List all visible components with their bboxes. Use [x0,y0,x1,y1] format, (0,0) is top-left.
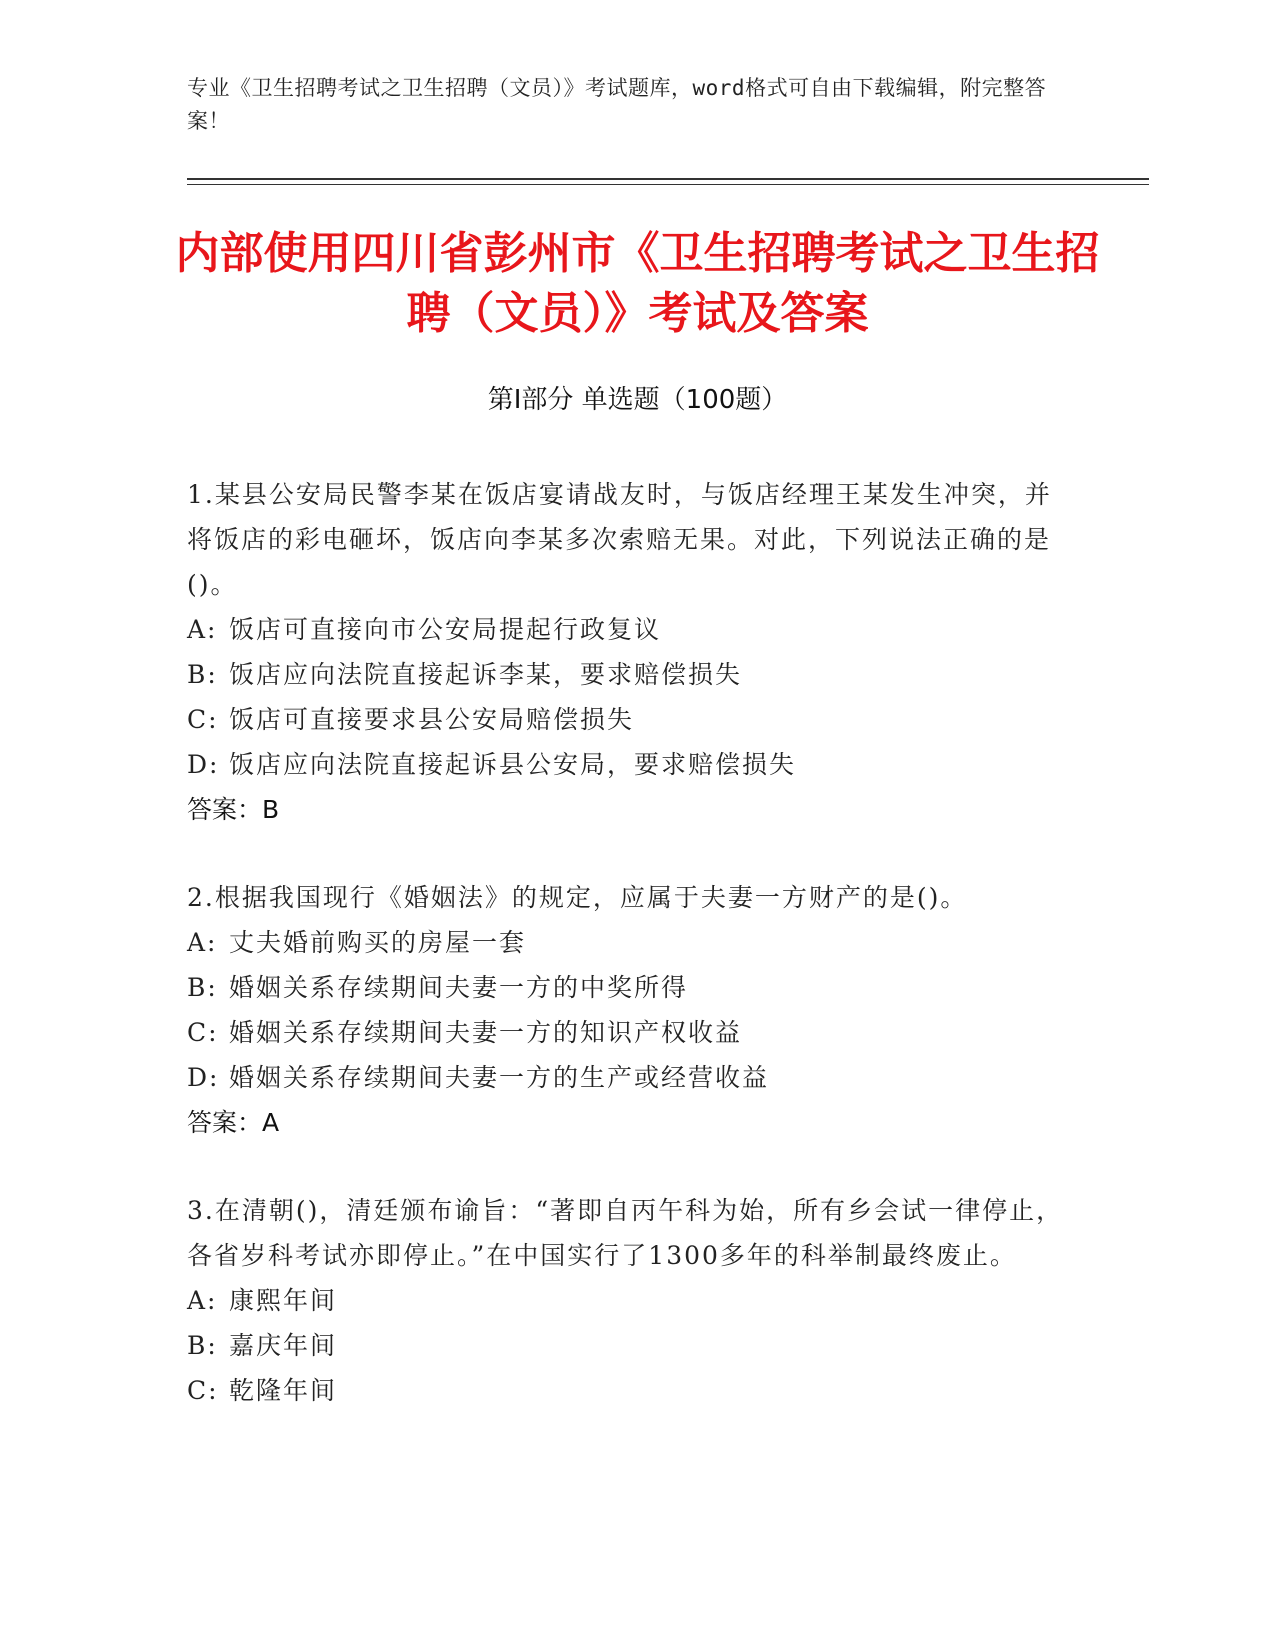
option-letter: B: [187,660,218,689]
option-d [187,742,1067,787]
option-letter: B: [187,973,218,1002]
option-c [187,697,1067,742]
option-letter: A: [187,928,218,957]
header-note: 专业《卫生招聘考试之卫生招聘（文员）》考试题库，word格式可自由下载编辑，附完整答案！ [187,76,1047,133]
option-letter: D: [187,750,220,779]
option-letter: A: [187,615,218,644]
option-letter: C: [187,1376,219,1405]
option-letter: A: [187,1286,218,1315]
option-text: 婚姻关系存续期间夫妻一方的知识产权收益 [229,1018,743,1047]
option-text: 饭店应向法院直接起诉李某，要求赔偿损失 [229,660,743,689]
option-c [187,1010,1067,1055]
option-b [187,652,1067,697]
option-d [187,1055,1067,1100]
option-text: 饭店可直接向市公安局提起行政复议 [229,615,662,644]
question-item [187,875,1067,1145]
answer-line: 答案：B [187,795,280,824]
option-b [187,1323,1067,1368]
option-text: 嘉庆年间 [229,1331,338,1360]
option-text: 康熙年间 [229,1286,338,1315]
question-stem: 2.根据我国现行《婚姻法》的规定，应属于夫妻一方财产的是()。 [187,883,968,912]
option-text: 饭店应向法院直接起诉县公安局，要求赔偿损失 [229,750,797,779]
document-title: 内部使用四川省彭州市《卫生招聘考试之卫生招聘（文员）》考试及答案 [175,228,1100,339]
header-divider-thin [187,184,1149,185]
option-text: 婚姻关系存续期间夫妻一方的生产或经营收益 [229,1063,770,1092]
answer-line: 答案：A [187,1108,280,1137]
option-letter: B: [187,1331,218,1360]
header-divider-thick [187,178,1149,180]
option-a [187,607,1067,652]
option-letter: C: [187,1018,219,1047]
option-a [187,920,1067,965]
option-text: 婚姻关系存续期间夫妻一方的中奖所得 [229,973,689,1002]
question-list [187,472,1067,1456]
option-text: 丈夫婚前购买的房屋一套 [229,928,527,957]
option-c [187,1368,1067,1413]
option-letter: D: [187,1063,220,1092]
question-item [187,1188,1067,1413]
option-letter: C: [187,705,219,734]
question-item [187,472,1067,832]
option-a [187,1278,1067,1323]
option-text: 乾隆年间 [229,1376,338,1405]
section-title: 第Ⅰ部分 单选题（100题） [487,385,788,415]
option-text: 饭店可直接要求县公安局赔偿损失 [229,705,635,734]
question-stem: 1.某县公安局民警李某在饭店宴请战友时，与饭店经理王某发生冲突，并将饭店的彩电砸坏，饭店向李某多次索赔无果。对此，下列说法正确的是()。 [187,480,1052,599]
option-b [187,965,1067,1010]
question-stem: 3.在清朝()，清廷颁布谕旨：“著即自丙午科为始，所有乡会试一律停止，各省岁科考试亦即停止。”在中国实行了1300多年的科举制最终废止。 [187,1196,1064,1270]
